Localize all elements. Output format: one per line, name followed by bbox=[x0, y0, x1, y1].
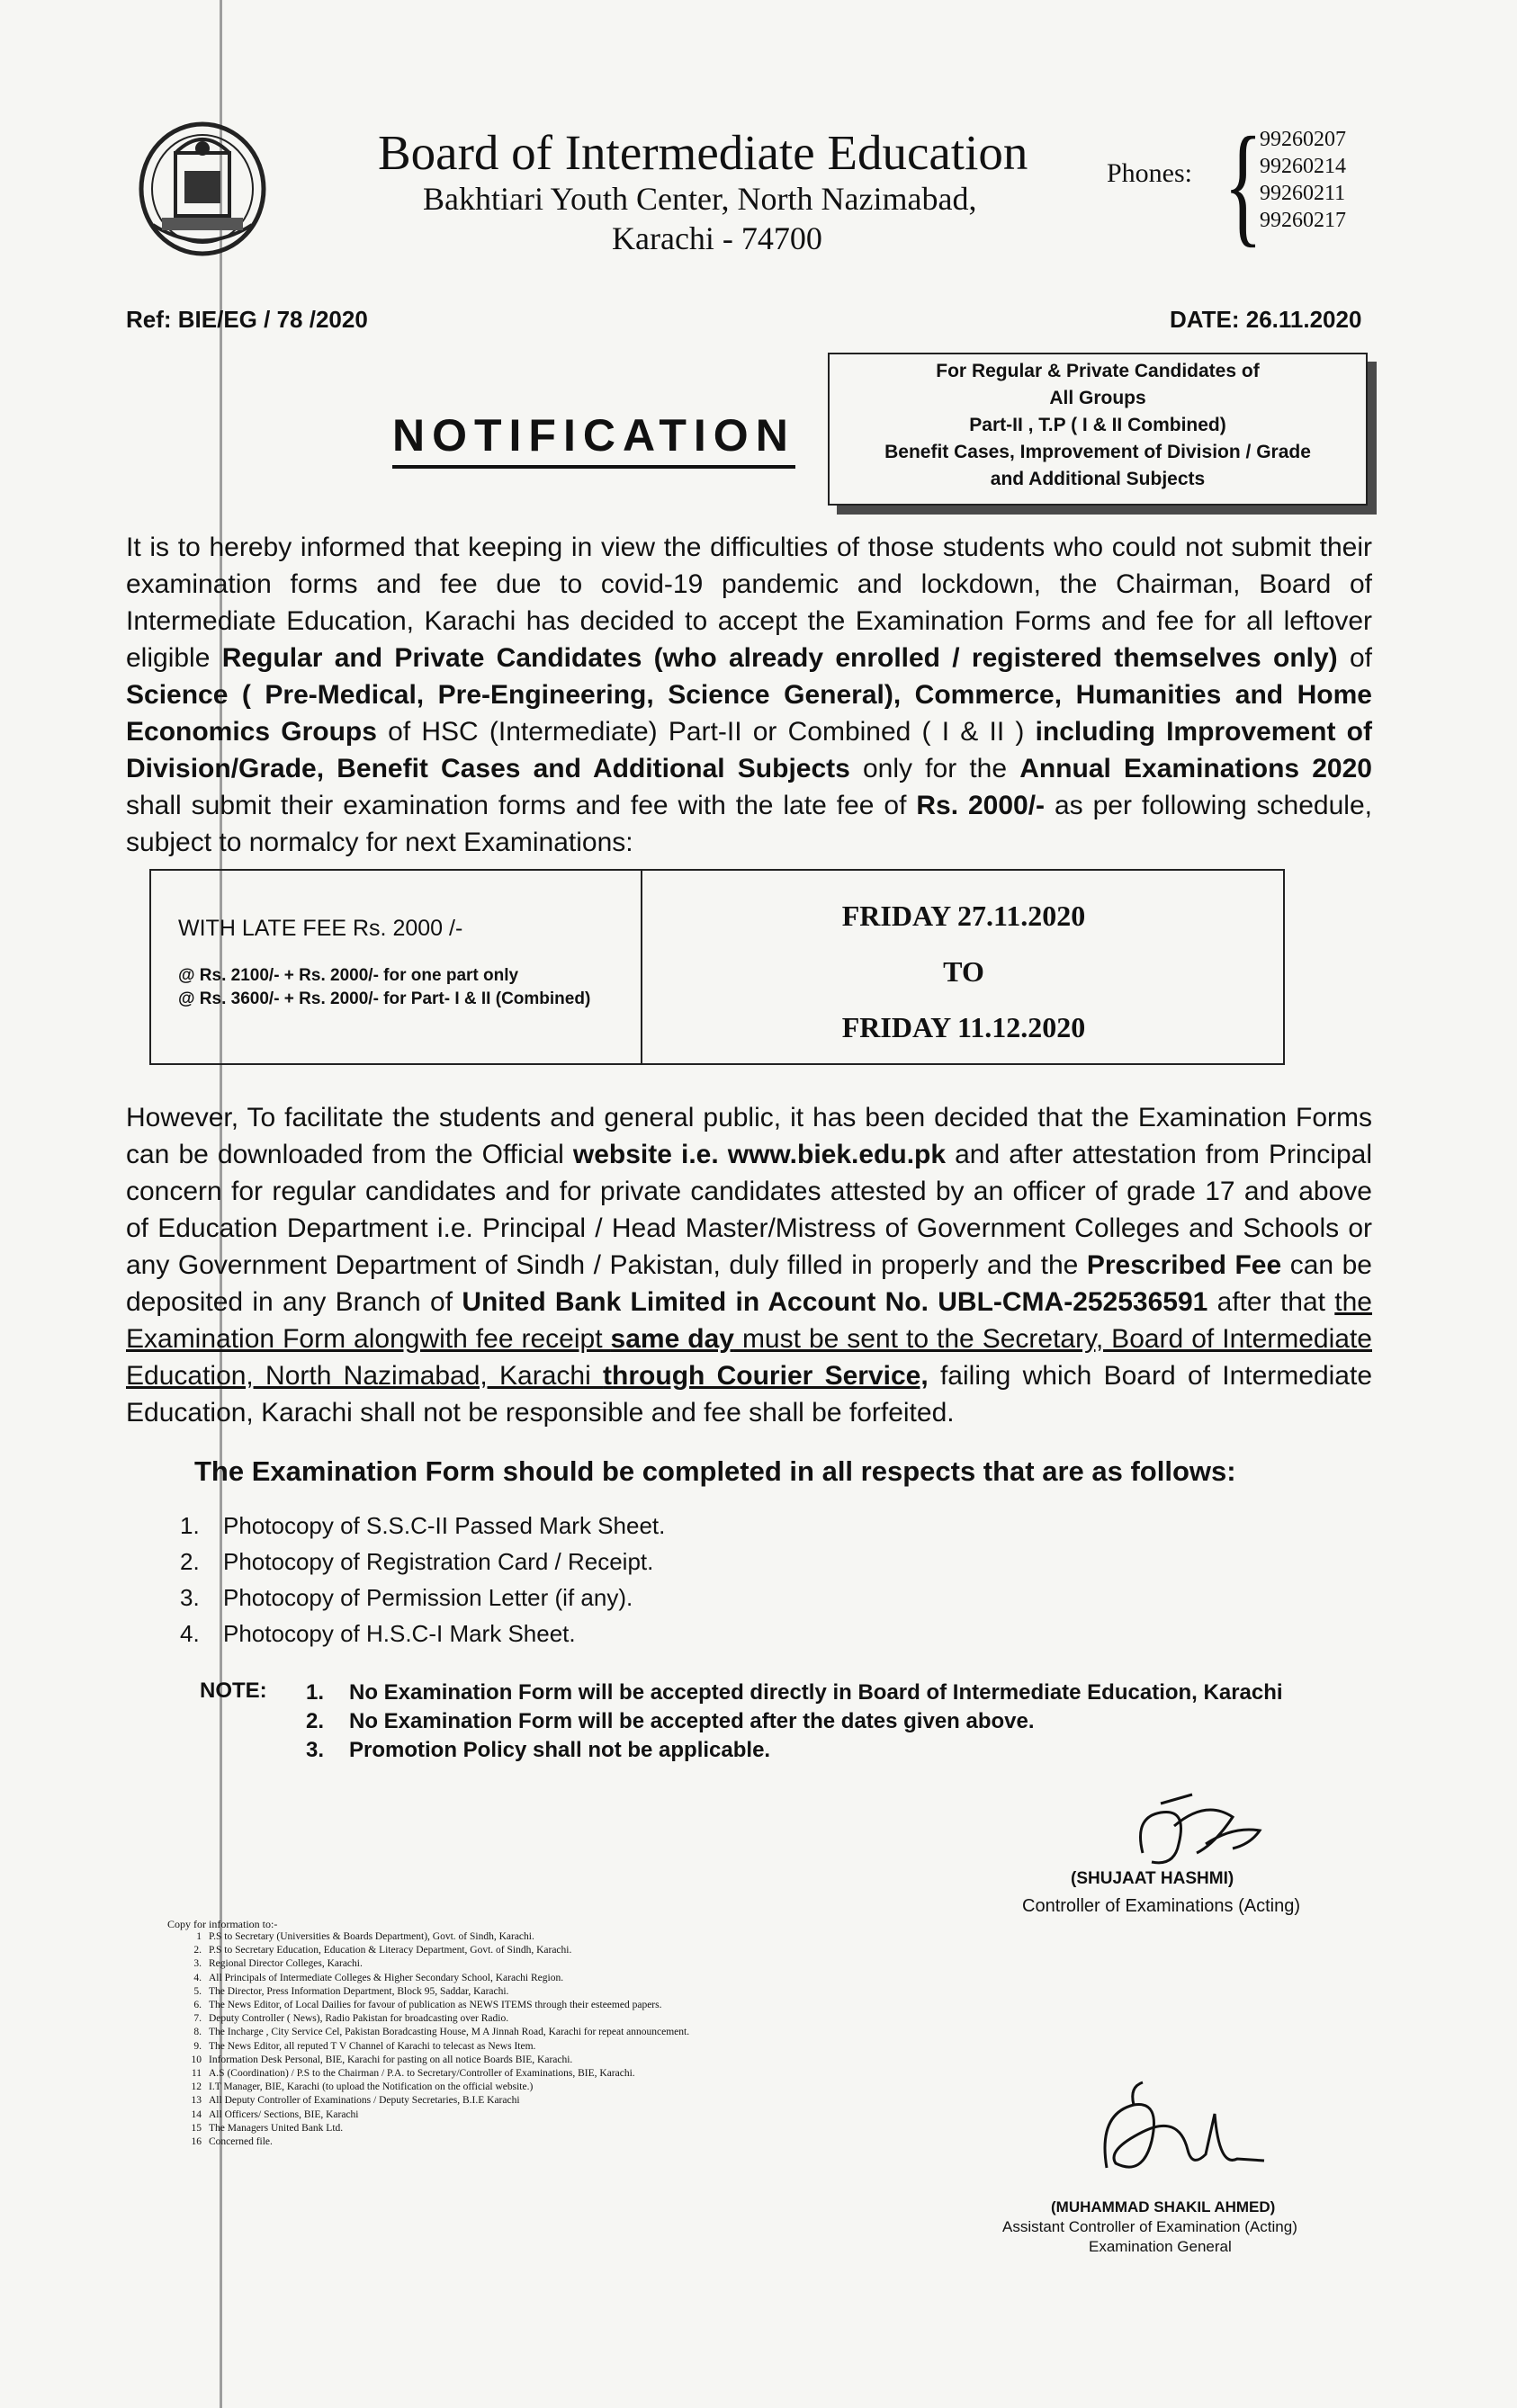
list-item bbox=[180, 1544, 665, 1580]
signature-icon bbox=[1125, 1790, 1278, 1880]
item-number: 16 bbox=[191, 2136, 202, 2148]
item-number: 1 bbox=[196, 1931, 202, 1942]
item-number: 6. bbox=[193, 2000, 202, 2011]
list-item bbox=[180, 1580, 665, 1616]
list-item bbox=[176, 1944, 689, 1957]
board-address-line1: Bakhtiari Youth Center, North Nazimabad, bbox=[423, 181, 977, 217]
schedule-to: TO bbox=[943, 955, 984, 988]
text-run: failing which Board of Intermediate Education, Karachi shall not be responsible and fee shall be forfeited. bbox=[126, 1361, 1372, 1428]
late-fee-label: WITH LATE FEE Rs. 2000 /- bbox=[178, 916, 463, 941]
fee-one-part: @ Rs. 2100/- + Rs. 2000/- for one part only bbox=[178, 966, 519, 985]
item-number: 4. bbox=[193, 1972, 202, 1983]
item-text: Regional Director Colleges, Karachi. bbox=[209, 1958, 363, 1970]
list-item bbox=[180, 1616, 665, 1652]
requirements-list bbox=[180, 1508, 665, 1652]
case-types: including Improvement of Division/Grade, Benefit Cases and Additional Subjects bbox=[126, 717, 1372, 783]
item-text: A.S (Coordination) / P.S to the Chairman / P.A. to Secretary/Controller of Examinations, BIE, Karachi. bbox=[209, 2068, 635, 2080]
list-item bbox=[176, 2108, 689, 2122]
underlined-run: the Examination Form alongwith fee receipt bbox=[126, 1287, 1372, 1354]
list-item bbox=[306, 1707, 1283, 1736]
note-label: NOTE: bbox=[200, 1678, 267, 1703]
text-run: as per following schedule, subject to normalcy for next Examinations: bbox=[126, 791, 1372, 857]
schedule-table bbox=[149, 869, 1285, 1065]
notification-title: NOTIFICATION bbox=[392, 409, 795, 469]
list-item bbox=[176, 2067, 689, 2081]
list-item bbox=[176, 1930, 689, 1944]
list-item bbox=[306, 1736, 1283, 1765]
item-number: 8. bbox=[193, 2027, 202, 2038]
item-text: P.S to Secretary (Universities & Boards Department), Govt. of Sindh, Karachi. bbox=[209, 1931, 534, 1942]
item-text: The Incharge , City Service Cel, Pakistan Boradcasting House, M A Jinnah Road, Karachi for repeat announcement. bbox=[209, 2027, 690, 2038]
list-item bbox=[176, 2081, 689, 2094]
list-item bbox=[306, 1678, 1283, 1707]
item-text: The Director, Press Information Department, Block 95, Saddar, Karachi. bbox=[209, 1985, 509, 1997]
item-number: 3. bbox=[193, 1958, 202, 1970]
text-run: of bbox=[1337, 643, 1373, 673]
fee-combined: @ Rs. 3600/- + Rs. 2000/- for Part- I & II (Combined) bbox=[178, 989, 591, 1008]
list-item bbox=[176, 1957, 689, 1971]
item-number: 2. bbox=[193, 1945, 202, 1956]
text-run: of HSC (Intermediate) Part-II or Combined ( I & II ) bbox=[376, 717, 1036, 747]
item-number: 2. bbox=[180, 1548, 200, 1575]
same-day: same day bbox=[610, 1324, 734, 1354]
list-item bbox=[176, 1985, 689, 1999]
item-text: I.T Manager, BIE, Karachi (to upload the Notification on the official website.) bbox=[209, 2081, 534, 2093]
board-address-line2: Karachi - 74700 bbox=[612, 220, 822, 256]
item-text: All Principals of Intermediate Colleges & Higher Secondary School, Karachi Region. bbox=[209, 1972, 564, 1983]
requirements-heading: The Examination Form should be completed in all respects that are as follows: bbox=[194, 1455, 1236, 1487]
courier-service: through Courier Service, bbox=[603, 1361, 929, 1391]
brace-icon: { bbox=[1224, 110, 1263, 259]
phone-number: 99260214 bbox=[1260, 155, 1346, 178]
underlined-run: must be sent to the Secretary, Board of Intermediate Education, North Nazimabad, Karachi bbox=[126, 1324, 1372, 1391]
item-text: Information Desk Personal, BIE, Karachi for pasting on all notice Boards BIE, Karachi. bbox=[209, 2054, 573, 2065]
item-number: 2. bbox=[306, 1709, 325, 1733]
phone-number: 99260211 bbox=[1260, 182, 1346, 205]
item-number: 1. bbox=[180, 1512, 200, 1539]
board-title: Board of Intermediate Education bbox=[378, 125, 1028, 180]
text-run: shall submit their examination forms and fee with the late fee of bbox=[126, 791, 917, 820]
item-text: No Examination Form will be accepted directly in Board of Intermediate Education, Karachi bbox=[349, 1680, 1283, 1705]
item-number: 4. bbox=[180, 1620, 200, 1647]
item-text: Concerned file. bbox=[209, 2136, 273, 2148]
list-item bbox=[176, 1999, 689, 2012]
text-run: It is to hereby informed that keeping in view the difficulties of those students who could not submit their examination forms and fee due to covid-19 pandemic and lockdown, the Chairman, Board of Intermediate Education, Karachi has decided to accept the Examination Forms and fee for all leftover eligible bbox=[126, 533, 1372, 673]
bank-account: United Bank Limited in Account No. UBL-CMA-252536591 bbox=[462, 1287, 1208, 1317]
applicability-box bbox=[828, 353, 1368, 506]
schedule-start-date: FRIDAY 27.11.2020 bbox=[841, 900, 1086, 932]
item-text: Photocopy of H.S.C-I Mark Sheet. bbox=[223, 1620, 576, 1647]
list-item bbox=[176, 2026, 689, 2039]
late-fee-amount: Rs. 2000/- bbox=[916, 791, 1046, 820]
procedure-paragraph bbox=[126, 1099, 1372, 1431]
table-divider bbox=[641, 871, 642, 1063]
item-text: Photocopy of S.S.C-II Passed Mark Sheet. bbox=[223, 1512, 666, 1539]
notes-list bbox=[306, 1678, 1283, 1765]
signatory-name: (SHUJAAT HASHMI) bbox=[1071, 1869, 1234, 1888]
phone-number: 99260207 bbox=[1260, 128, 1346, 151]
text-run: can be deposited in any Branch of bbox=[126, 1250, 1372, 1317]
text-run: after that bbox=[1207, 1287, 1335, 1317]
list-item bbox=[176, 2094, 689, 2108]
phones-label: Phones: bbox=[1107, 158, 1193, 188]
item-text: All Deputy Controller of Examinations / Deputy Secretaries, B.I.E Karachi bbox=[209, 2095, 520, 2107]
item-text: Deputy Controller ( News), Radio Pakistan for broadcasting over Radio. bbox=[209, 2013, 509, 2025]
signatory-title: Assistant Controller of Examination (Acting) bbox=[1002, 2218, 1297, 2235]
item-number: 9. bbox=[193, 2040, 202, 2052]
applicability-line: and Additional Subjects bbox=[990, 469, 1206, 489]
intro-paragraph bbox=[126, 529, 1372, 861]
item-text: All Officers/ Sections, BIE, Karachi bbox=[209, 2108, 359, 2120]
item-text: Photocopy of Permission Letter (if any). bbox=[223, 1584, 633, 1611]
phones-list bbox=[1260, 126, 1346, 234]
applicability-line: For Regular & Private Candidates of bbox=[936, 361, 1260, 381]
board-crest-icon bbox=[135, 117, 270, 261]
document-date: DATE: 26.11.2020 bbox=[1170, 306, 1362, 333]
signatory-name: (MUHAMMAD SHAKIL AHMED) bbox=[1051, 2198, 1276, 2216]
item-number: 13 bbox=[191, 2095, 202, 2107]
item-number: 14 bbox=[191, 2108, 202, 2120]
item-text: Promotion Policy shall not be applicable. bbox=[349, 1738, 771, 1762]
item-number: 5. bbox=[193, 1985, 202, 1997]
eligible-candidates: Regular and Private Candidates (who already enrolled / registered themselves only) bbox=[221, 643, 1338, 673]
copy-for-list bbox=[176, 1930, 689, 2149]
item-number: 11 bbox=[191, 2068, 202, 2080]
applicability-line: Benefit Cases, Improvement of Division / Grade bbox=[884, 442, 1311, 462]
list-item bbox=[176, 2012, 689, 2026]
text-run: However, To facilitate the students and general public, it has been decided that the Examination Forms can be downloaded from the Official bbox=[126, 1103, 1372, 1169]
reference-number: Ref: BIE/EG / 78 /2020 bbox=[126, 306, 368, 333]
copy-for-label: Copy for information to:- bbox=[167, 1918, 278, 1930]
website-reference: website i.e. www.biek.edu.pk bbox=[572, 1140, 947, 1169]
item-number: 1. bbox=[306, 1680, 325, 1705]
signatory-department: Examination General bbox=[1089, 2238, 1232, 2255]
prescribed-fee: Prescribed Fee bbox=[1086, 1250, 1282, 1280]
item-number: 3. bbox=[180, 1584, 200, 1611]
list-item bbox=[176, 2135, 689, 2149]
text-run: only for the bbox=[849, 754, 1020, 783]
item-number: 3. bbox=[306, 1738, 325, 1762]
item-text: No Examination Form will be accepted after the dates given above. bbox=[349, 1709, 1035, 1733]
item-text: The News Editor, all reputed T V Channel of Karachi to telecast as News Item. bbox=[209, 2040, 536, 2052]
applicability-line: Part-II , T.P ( I & II Combined) bbox=[969, 415, 1226, 435]
signature-icon bbox=[1080, 2078, 1278, 2195]
item-text: The News Editor, of Local Dailies for favour of publication as NEWS ITEMS through their esteemed papers. bbox=[209, 2000, 662, 2011]
applicability-line: All Groups bbox=[1049, 388, 1146, 408]
item-number: 15 bbox=[191, 2122, 202, 2134]
list-item bbox=[176, 2122, 689, 2135]
schedule-end-date: FRIDAY 11.12.2020 bbox=[841, 1011, 1086, 1043]
text-run: and after attestation from Principal concern for regular candidates and for private candidates attested by an officer of grade 17 and above of Education Department i.e. Principal / Head Master/Mistress of Government Colleges and Schools or any Government Department of Sindh / Pakistan, duly filled in properly and the bbox=[126, 1140, 1373, 1280]
groups: Science ( Pre-Medical, Pre-Engineering, Science General), Commerce, Humanities and Home Economics Groups bbox=[126, 680, 1372, 747]
list-item bbox=[176, 2054, 689, 2067]
item-number: 7. bbox=[193, 2013, 202, 2025]
item-text: The Managers United Bank Ltd. bbox=[209, 2122, 344, 2134]
phone-number: 99260217 bbox=[1260, 209, 1346, 232]
item-text: P.S to Secretary Education, Education & Literacy Department, Govt. of Sindh, Karachi. bbox=[209, 1945, 572, 1956]
item-text: Photocopy of Registration Card / Receipt. bbox=[223, 1548, 654, 1575]
list-item bbox=[176, 2040, 689, 2054]
list-item bbox=[176, 1972, 689, 1985]
exam-year: Annual Examinations 2020 bbox=[1019, 754, 1372, 783]
signatory-title: Controller of Examinations (Acting) bbox=[1022, 1896, 1301, 1916]
list-item bbox=[180, 1508, 665, 1544]
item-number: 12 bbox=[191, 2081, 202, 2093]
item-number: 10 bbox=[191, 2054, 202, 2065]
